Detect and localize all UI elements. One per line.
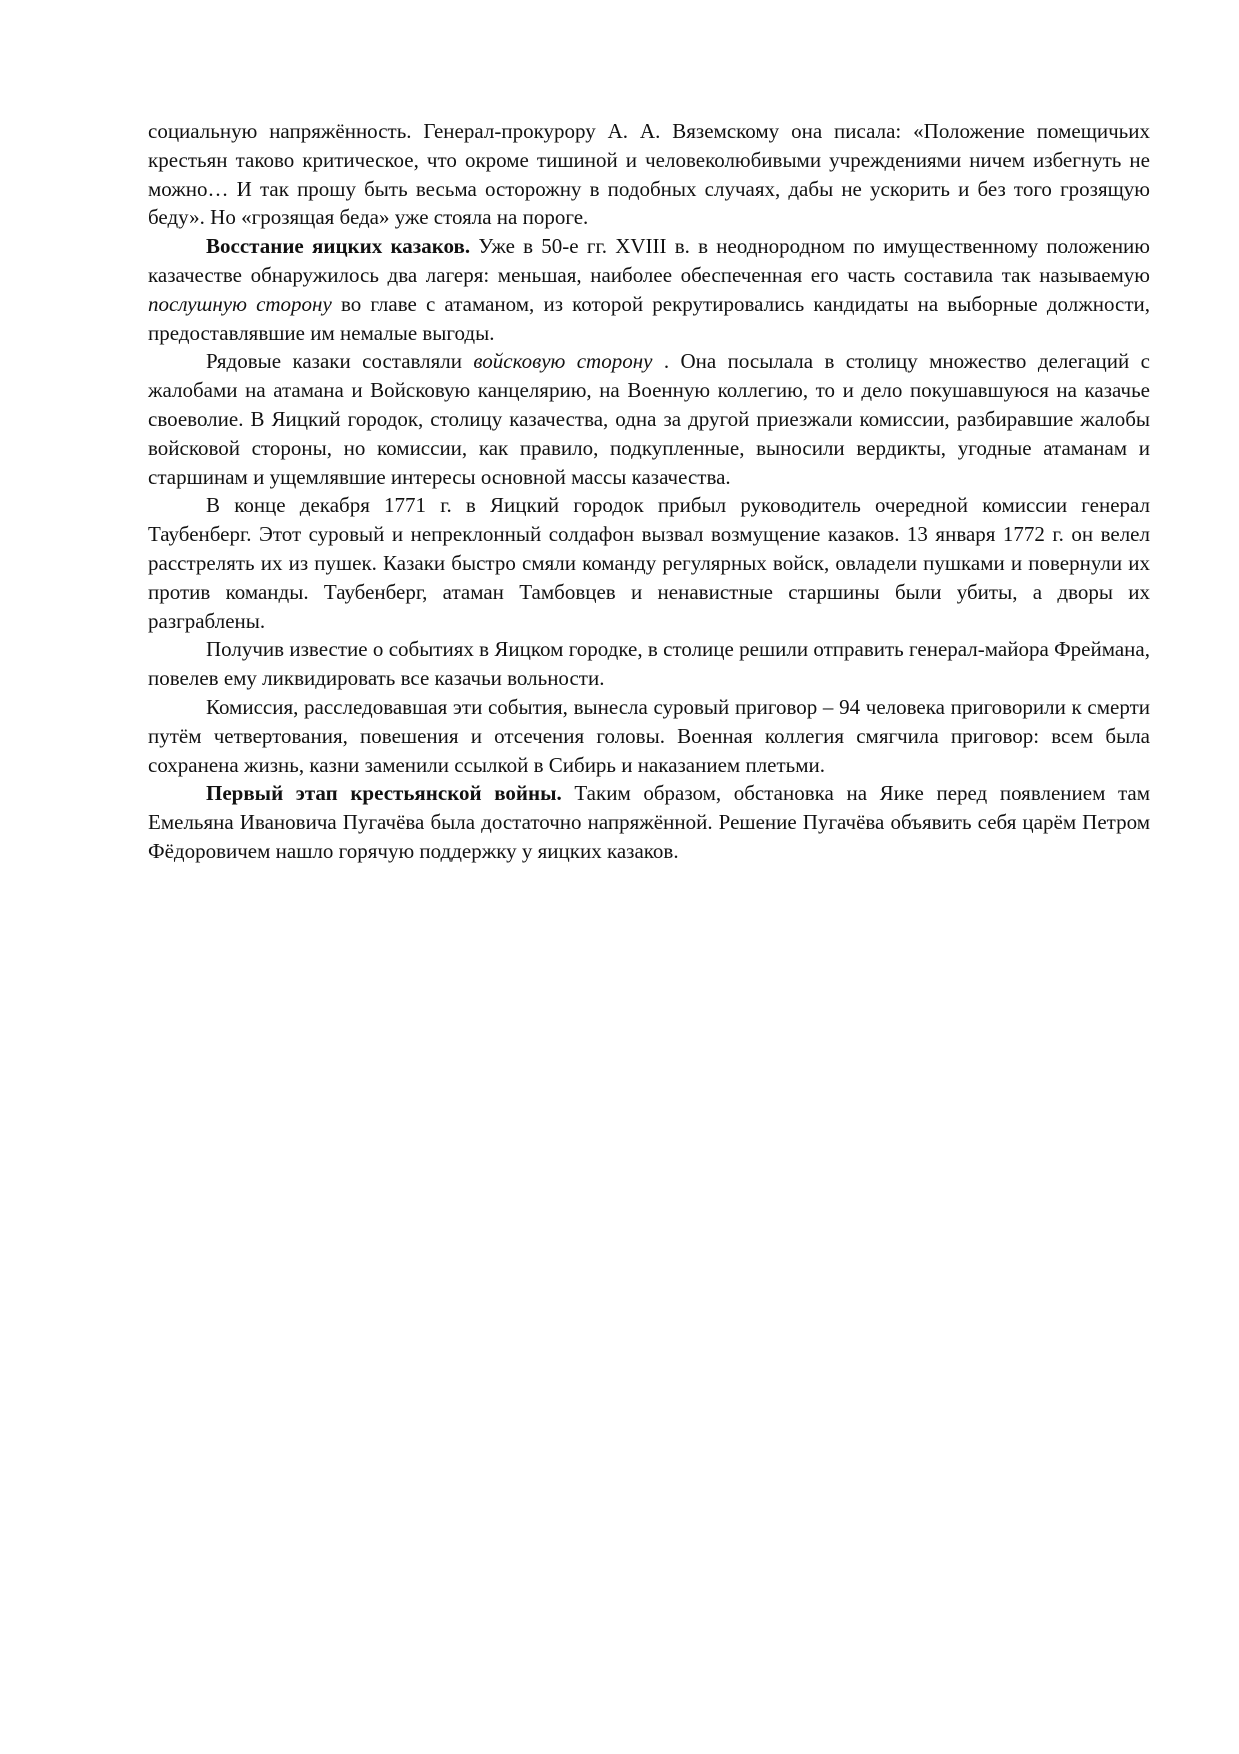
- emphasized-term: войсковую сторону: [473, 349, 653, 374]
- paragraph: [148, 693, 1150, 779]
- section-heading: Восстание яицких казаков.: [206, 234, 471, 259]
- paragraph-text: социальную напряжённость. Генерал-прокурору А. А. Вяземскому она писала: «Положение помещичьих крестьян таково критическое, что окроме тишиной и человеколюбивыми учреждениями ничем избегнуть не можно… И так прошу быть весьма осторожну в подобных случаях, дабы не ускорить и без того грозящую беду». Но «грозящая беда» уже стояла на пороге.: [148, 119, 1150, 230]
- paragraph: [148, 232, 1150, 347]
- paragraph-text: . Она посылала в столицу множество делегаций с жалобами на атамана и Войсковую канцелярию, на Военную коллегию, то и дело покушавшуюся на казачье своеволие. В Яицкий городок, столицу казачества, одна за другой приезжали комиссии, разбиравшие жалобы войсковой стороны, но комиссии, как правило, подкупленные, выносили вердикты, угодные атаманам и старшинам и ущемлявшие интересы основной массы казачества.: [148, 349, 1150, 489]
- section-heading: Первый этап крестьянской войны.: [206, 781, 562, 806]
- paragraph-text: Комиссия, расследовавшая эти события, вынесла суровый приговор – 94 человека приговорили к смерти путём четвертования, повешения и отсечения головы. Военная коллегия смягчила приговор: всем была сохранена жизнь, казни заменили ссылкой в Сибирь и наказанием плетьми.: [148, 694, 1150, 777]
- paragraph-text: во главе с атаманом, из которой рекрутировались кандидаты на выборные должности, предоставлявшие им немалые выгоды.: [148, 291, 1150, 345]
- paragraph-text: Уже в 50-е гг. XVIII в. в неоднородном по имущественному положению казачестве обнаружилось два лагеря: меньшая, наиболее обеспеченная его часть составила так называемую: [148, 234, 1150, 287]
- paragraph: [148, 491, 1150, 635]
- paragraph: [148, 779, 1150, 865]
- emphasized-term: послушную сторону: [148, 291, 332, 316]
- paragraph: [148, 635, 1150, 693]
- paragraph-text: Таким образом, обстановка на Яике перед появлением там Емельяна Ивановича Пугачёва была достаточно напряжённой. Решение Пугачёва объявить себя царём Петром Фёдоровичем нашло горячую поддержку у яицких казаков.: [148, 781, 1151, 863]
- paragraph-text: Получив известие о событиях в Яицком городке, в столице решили отправить генерал-майора Фреймана, повелев ему ликвидировать все казачьи вольности.: [148, 637, 1150, 691]
- document-page: [148, 117, 1150, 866]
- paragraph: [148, 117, 1150, 232]
- paragraph-text: Рядовые казаки составляли: [206, 349, 474, 374]
- paragraph: [148, 347, 1150, 491]
- paragraph-text: В конце декабря 1771 г. в Яицкий городок прибыл руководитель очередной комиссии генерал Таубенберг. Этот суровый и непреклонный солдафон вызвал возмущение казаков. 13 января 1772 г. он велел расстрелять их из пушек. Казаки быстро смяли команду регулярных войск, овладели пушками и повернули их против команды. Таубенберг, атаман Тамбовцев и ненавистные старшины были убиты, а дворы их разграблены.: [148, 493, 1150, 633]
